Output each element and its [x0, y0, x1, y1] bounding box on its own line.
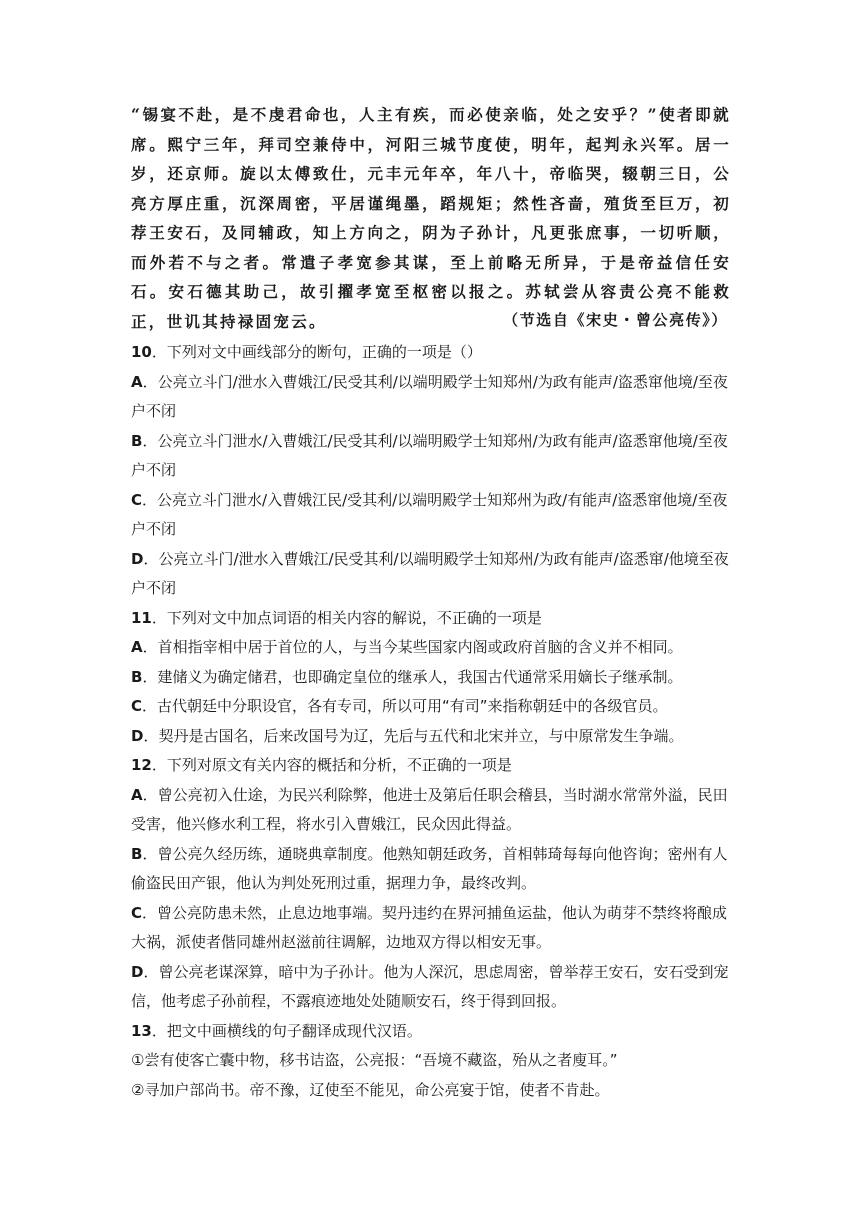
question-10-stem — [131, 338, 731, 368]
option-text: ．建储义为确定储君，也即确定皇位的继承人，我国古代通常采用嫡长子继承制。 — [142, 667, 683, 686]
option-c — [131, 899, 731, 958]
question-12-stem — [131, 751, 731, 781]
option-a — [131, 633, 731, 663]
option-text: ．公亮立斗门泄水/入曹娥江/民受其利/以端明殿学士知郑州/为政有能声/盗悉窜他境/至夜户不闭 — [131, 431, 728, 479]
option-letter: A — [131, 785, 143, 804]
option-d — [131, 545, 731, 604]
option-text: ．曾公亮防患未然，止息边地事端。契丹违约在界河捕鱼运盐，他认为萌芽不禁终将酿成大祸，派使者偕同雄州赵滋前往调解，边地双方得以相安无事。 — [131, 903, 728, 951]
passage-text: “锡宴不赴，是不虔君命也，人主有疾，而必使亲临，处之安乎？”使者即就席。熙宁三年，拜司空兼侍中，河阳三城节度使，明年，起判永兴军。居一岁，还京师。旋以太傅致仕，元丰元年卒，年八十，帝临哭，辍朝三日，公亮方厚庄重，沉深周密，平居谨绳墨，蹈规矩；然性吝啬，殖货至巨万，初荐王安石，及同辅政，知上方向之，阴为子孙计，凡更张庶事，一切听顺，而外若不与之者。常遣子孝宽参其谋，至上前略无所异，于是帝益信任安石。安石德其助己，故引擢孝宽至枢密以报之。苏轼尝从容责公亮不能救正，世讥其持禄固宠云。 — [131, 105, 731, 331]
option-d — [131, 958, 731, 1017]
question-11 — [131, 604, 731, 752]
question-list — [131, 338, 731, 1105]
translation-item-1: ①尝有使客亡囊中物，移书诘盗，公亮报：“吾境不藏盗，殆从之者廋耳。” — [131, 1051, 618, 1069]
question-11-stem — [131, 604, 731, 634]
question-number: 13 — [131, 1021, 152, 1040]
option-letter: A — [131, 638, 143, 656]
option-text: ．契丹是古国名，后来改国号为辽，先后与五代和北宋并立，与中原常发生争端。 — [143, 726, 684, 745]
option-letter: D — [131, 549, 144, 568]
option-text: ．曾公亮老谋深算，暗中为子孙计。他为人深沉，思虑周密，曾举荐王安石，安石受到宠信，他考虑子孙前程，不露痕迹地处处随顺安石，终于得到回报。 — [131, 962, 729, 1010]
option-text: ．曾公亮久经历练，通晓典章制度。他熟知朝廷政务，首相韩琦每每向他咨询；密州有人偷盗民田产银，他认为判处死刑过重，据理力争，最终改判。 — [131, 844, 728, 892]
option-a — [131, 781, 731, 840]
question-stem-text: ．把文中画横线的句子翻译成现代汉语。 — [151, 1021, 422, 1040]
question-stem-text: ．下列对文中画线部分的断句，正确的一项是（） — [151, 343, 482, 361]
option-letter: B — [131, 667, 143, 686]
option-c — [131, 486, 731, 545]
option-letter: A — [131, 372, 143, 391]
question-number: 12 — [131, 756, 152, 774]
passage-source: （节选自《宋史・曾公亮传》） — [503, 311, 728, 329]
question-stem-text: ．下列对原文有关内容的概括和分析，不正确的一项是 — [151, 756, 512, 774]
option-letter: C — [131, 903, 143, 922]
option-text: ．公亮立斗门/泄水入曹娥江/民受其利/以端明殿学士知郑州/为政有能声/盗悉窜/他境至夜户不闭 — [131, 549, 729, 597]
classical-passage — [131, 100, 731, 336]
question-number: 10 — [131, 343, 152, 361]
option-text: ．公亮立斗门泄水/入曹娥江民/受其利/以端明殿学士知郑州为政/有能声/盗悉窜他境/至夜户不闭 — [131, 490, 728, 538]
option-b — [131, 663, 731, 693]
option-letter: D — [131, 962, 144, 981]
question-12 — [131, 751, 731, 1017]
option-letter: D — [131, 726, 144, 745]
option-b — [131, 427, 731, 486]
question-stem-text: ．下列对文中加点词语的相关内容的解说，不正确的一项是 — [151, 608, 542, 627]
option-text: ．曾公亮初入仕途，为民兴利除弊，他进士及第后任职会稽县，当时湖水常常外溢，民田受害，他兴修水利工程，将水引入曹娥江，民众因此得益。 — [131, 785, 728, 833]
option-a — [131, 368, 731, 427]
option-letter: C — [131, 490, 143, 509]
option-text: ．公亮立斗门/泄水入曹娥江/民受其利/以端明殿学士知郑州/为政有能声/盗悉窜他境/至夜户不闭 — [131, 372, 728, 420]
question-number: 11 — [131, 608, 152, 627]
option-text: ．古代朝廷中分职设官，各有专司，所以可用“有司”来指称朝廷中的各级官员。 — [142, 697, 668, 715]
translation-item-2: ②寻加户部尚书。帝不豫，辽使至不能见，命公亮宴于馆，使者不肯赴。 — [131, 1080, 610, 1099]
option-b — [131, 840, 731, 899]
question-13-stem — [131, 1017, 731, 1047]
option-letter: B — [131, 844, 143, 863]
option-letter: B — [131, 431, 143, 450]
option-letter: C — [131, 697, 143, 715]
question-10 — [131, 338, 731, 604]
option-d — [131, 722, 731, 752]
option-c — [131, 692, 731, 722]
option-text: ．首相指宰相中居于首位的人，与当今某些国家内阁或政府首脑的含义并不相同。 — [142, 638, 683, 656]
question-13 — [131, 1017, 731, 1106]
